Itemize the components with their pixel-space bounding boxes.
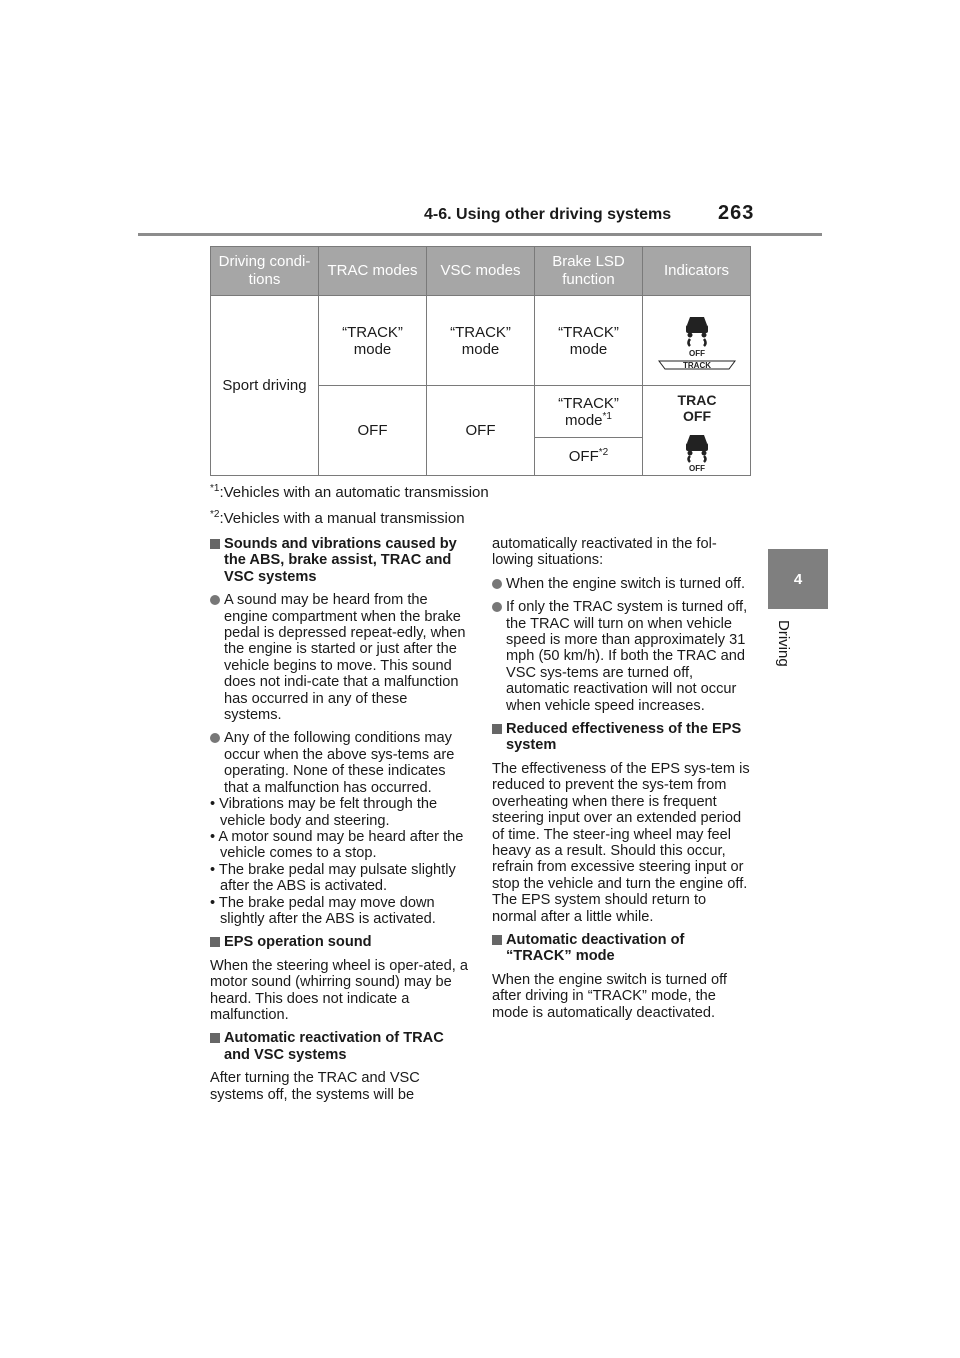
trac-off-icon [649,389,745,473]
svg-text:OFF: OFF [688,463,705,473]
table-row [211,296,751,386]
col-header-vsc-modes: VSC modes [427,247,535,296]
subitem-pedal-move: • The brake pedal may move down slightly after the ABS is activated. [210,894,436,927]
para-eps-sound: When the steering wheel is oper-ated, a motor sound (whirring sound) may be heard. This does not indicate a malfunction. [210,957,468,1023]
cell-trac-off: OFF [319,386,427,476]
subitem-motor-sound: • A motor sound may be heard after the vehicle comes to a stop. [210,828,464,862]
svg-text:OFF: OFF [682,407,711,424]
bullet-sound-engine: A sound may be heard from the engine compartment when the brake pedal is depressed repeat-edly, when the engine is started or just after the vehicle begins to move. This sound does not indi-cate that a malfunction has occurred in any of these systems. [210,592,468,723]
svg-text:TRAC: TRAC [677,391,716,408]
chapter-tab [768,549,828,609]
heading-track-deactivation: Automatic deactivation of “TRACK” mode [492,932,750,965]
bullet-dot-icon [210,733,220,743]
col-header-trac-modes: TRAC modes [319,247,427,296]
svg-text:TRACK: TRACK [682,360,711,370]
heading-eps-effectiveness: Reduced effectiveness of the EPS system [492,721,750,754]
heading-eps-sound: EPS operation sound [210,934,468,950]
svg-text:OFF: OFF [688,348,705,358]
cell-lsd-track: “TRACK” mode [535,296,643,386]
cell-trac-track: “TRACK” mode [319,296,427,386]
col-header-driving-conditions: Driving condi- tions [211,247,319,296]
cell-condition: Sport driving [211,296,319,476]
table-header-row [211,247,751,296]
footnotes [210,480,489,532]
right-column [492,536,750,1028]
subitem-pedal-pulsate: • The brake pedal may pulsate slightly after the ABS is activated. [210,861,456,895]
heading-sounds-vibrations: Sounds and vibrations caused by the ABS, brake assist, TRAC and VSC systems [210,536,468,585]
bullet-dot-icon [492,602,502,612]
chapter-label: Driving [775,620,792,667]
driving-modes-table [210,246,751,476]
header-rule [138,233,822,236]
cell-vsc-track: “TRACK” mode [427,296,535,386]
bullet-engine-off: When the engine switch is turned off. [492,576,750,592]
para-track-deactivation: When the engine switch is turned off after driving in “TRACK” mode, the mode is automatically deactivated. [492,971,727,1021]
para-eps-effectiveness: The effectiveness of the EPS sys-tem is reduced to prevent the sys-tem from overheating when there is frequent steering input over an extended period of time. The steer-ing wheel may feel heavy as a result. Should this occur, refrain from excessive steering input or stop the vehicle and turn the engine off. The EPS system should return to normal after a little while. [492,760,750,925]
col-header-indicators: Indicators [643,247,751,296]
page-number: 263 [718,202,755,224]
slip-off-track-icon [649,309,745,373]
left-column [210,536,468,1110]
section-title: 4-6. Using other driving systems [424,206,672,223]
col-header-brake-lsd: Brake LSD function [535,247,643,296]
bullet-dot-icon [210,595,220,605]
cell-lsd-track-at: “TRACK” mode$^{*1}$ [535,386,643,438]
chapter-number: 4 [793,570,803,588]
heading-auto-reactivation: Automatic reactivation of TRAC and VSC systems [210,1030,468,1063]
bullet-trac-only: If only the TRAC system is turned off, the TRAC will turn on when vehicle speed is more than approximately 31 mph (50 km/h). If both the TRAC and VSC sys-tems are turned off, automatic reactivation will not occur when vehicle speed increases. [492,599,750,714]
subitem-vibrations: • Vibrations may be felt through the vehicle body and steering. [210,796,438,829]
footnote-2: $^{*2}$:Vehicles with a manual transmission [210,509,465,527]
cell-vsc-off: OFF [427,386,535,476]
bullet-dot-icon [492,579,502,589]
cell-lsd-off-mt: OFF$^{*2}$ [535,438,643,476]
footnote-1: $^{*1}$:Vehicles with an automatic transmission [210,483,489,501]
para-reactivation-cont: automatically reactivated in the fol-lowing situations: [492,536,717,569]
cell-indicator-off [643,386,751,476]
para-auto-reactivation: After turning the TRAC and VSC systems off, the systems will be [210,1070,420,1103]
bullet-conditions: Any of the following conditions may occur when the above sys-tems are operating. None of these indicates that a malfunction has occurred. [210,730,468,796]
cell-indicator-track [643,296,751,386]
